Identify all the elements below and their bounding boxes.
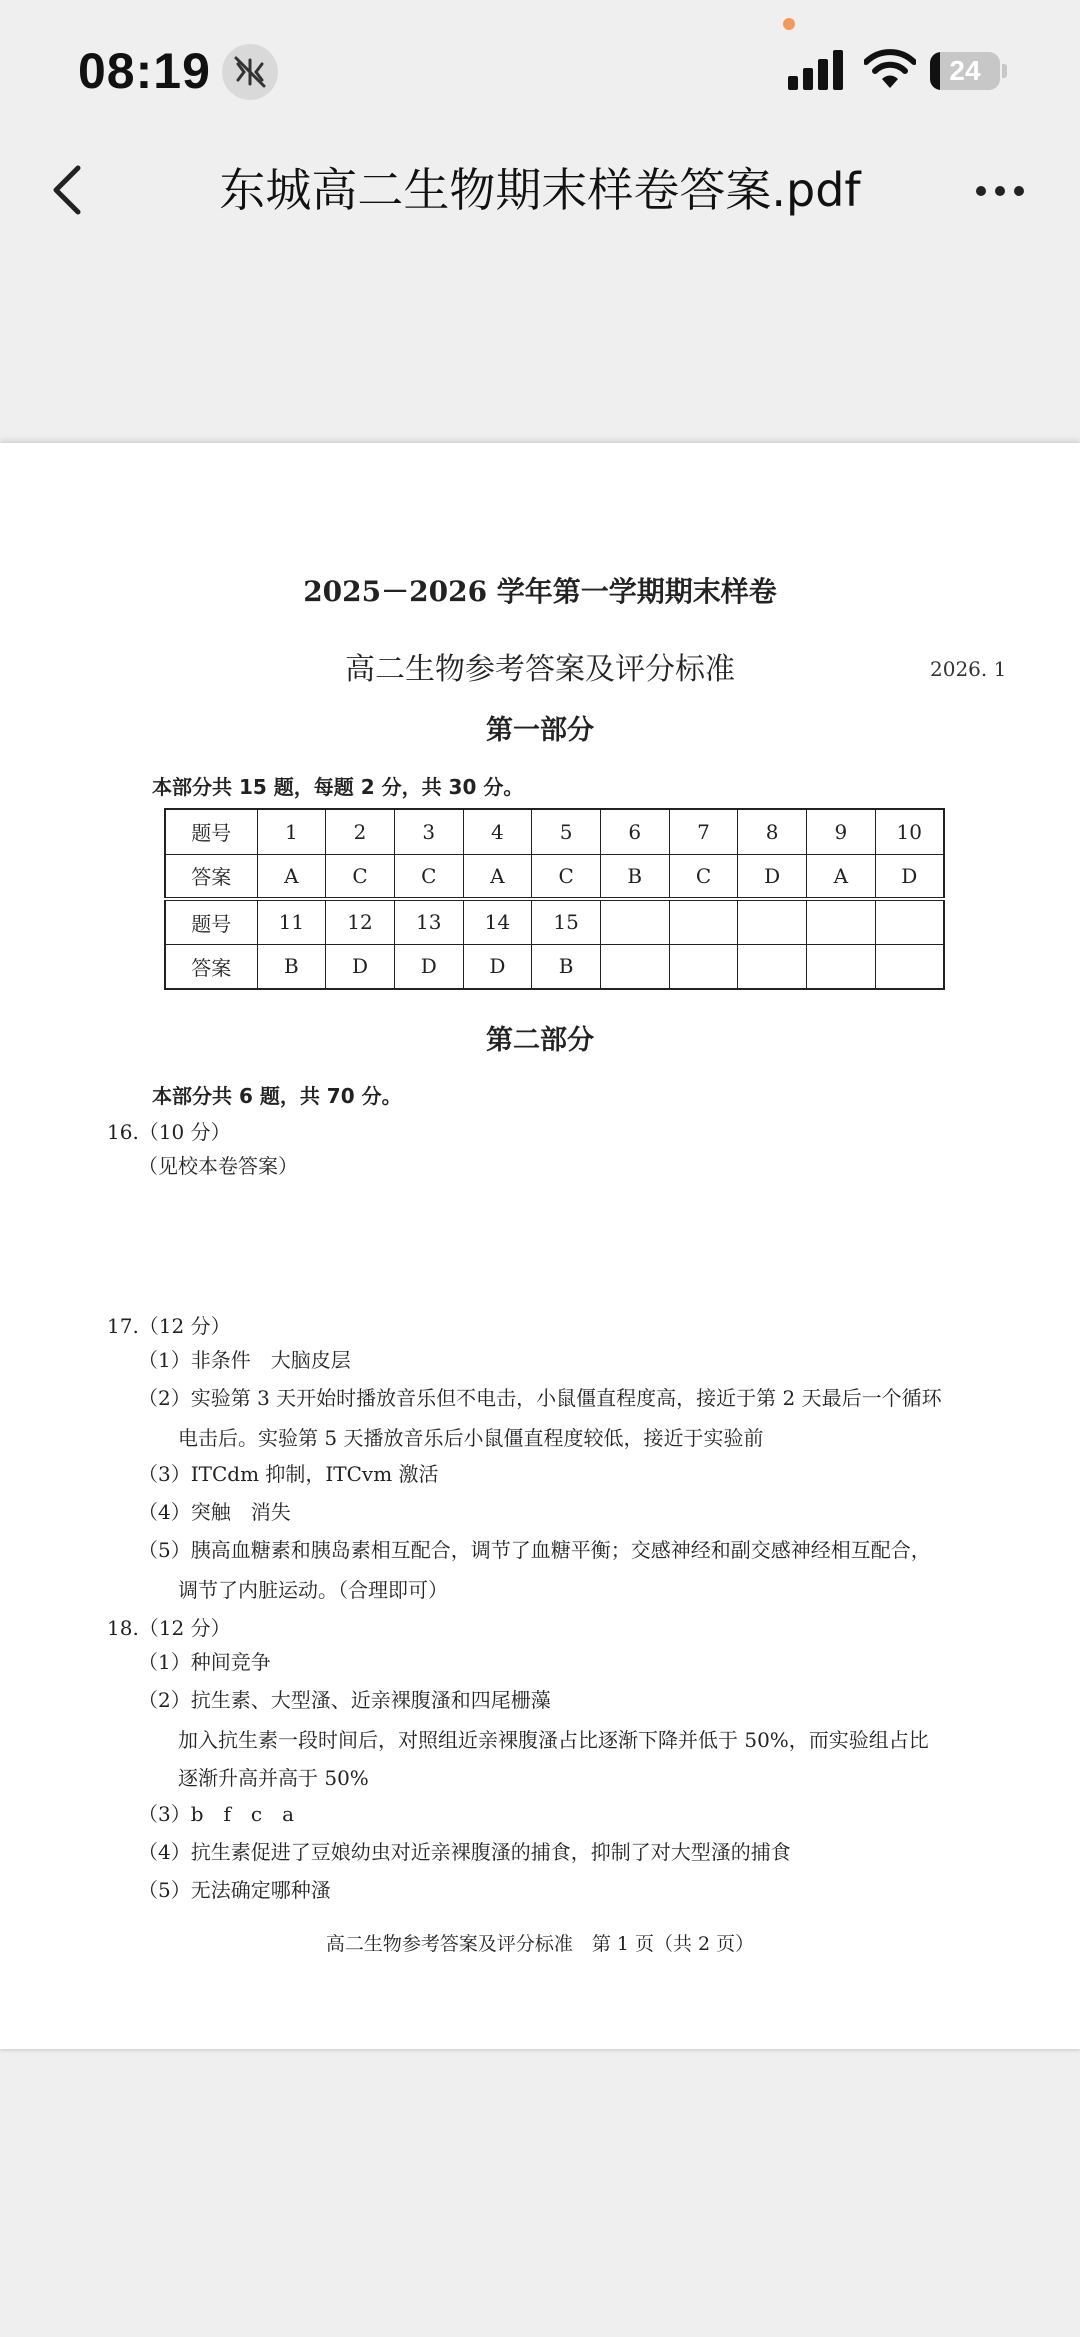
pdf-page[interactable] [0, 443, 1080, 2049]
table-cell [875, 944, 944, 989]
exam-date: 2026. 1 [930, 657, 1007, 681]
table-cell: 12 [326, 899, 395, 944]
table-cell: 3 [394, 809, 463, 854]
table-cell: D [394, 944, 463, 989]
table-cell: A [807, 854, 876, 899]
row-label: 答案 [165, 854, 257, 899]
table-cell [600, 899, 669, 944]
table-cell: B [257, 944, 326, 989]
table-cell [669, 899, 738, 944]
table-cell: D [875, 854, 944, 899]
question-17-line-5-cont: 调节了内脏运动。（合理即可） [178, 1578, 448, 1602]
part2-note: 本部分共 6 题，共 70 分。 [152, 1084, 402, 1108]
question-18-line-5: （5）无法确定哪种溞 [138, 1878, 331, 1902]
table-cell [875, 899, 944, 944]
table-cell [807, 899, 876, 944]
table-cell: 1 [257, 809, 326, 854]
row-label: 题号 [165, 809, 257, 854]
part2-heading: 第二部分 [486, 1025, 594, 1056]
table-cell: A [257, 854, 326, 899]
do-not-disturb-icon [222, 44, 278, 100]
status-bar [0, 0, 1080, 140]
table-cell: 2 [326, 809, 395, 854]
chevron-left-icon [40, 160, 100, 220]
question-16-head: 16.（10 分） [107, 1120, 231, 1144]
row-label: 答案 [165, 944, 257, 989]
answer-table [164, 808, 945, 990]
question-18-line-4: （4）抗生素促进了豆娘幼虫对近亲裸腹溞的捕食，抑制了对大型溞的捕食 [138, 1840, 791, 1864]
question-18-line-2-cont2: 逐渐升高并高于 50% [178, 1766, 369, 1790]
table-cell: 5 [532, 809, 601, 854]
more-button[interactable] [970, 172, 1030, 208]
question-17-line-5: （5）胰高血糖素和胰岛素相互配合，调节了血糖平衡；交感神经和副交感神经相互配合， [138, 1538, 931, 1562]
table-cell: D [326, 944, 395, 989]
table-cell: 7 [669, 809, 738, 854]
table-cell: 14 [463, 899, 532, 944]
question-18-head: 18.（12 分） [107, 1616, 231, 1640]
answer-key-title: 高二生物参考答案及评分标准 [345, 652, 735, 687]
question-18-line-2-cont: 加入抗生素一段时间后，对照组近亲裸腹溞占比逐渐下降并低于 50%，而实验组占比 [178, 1728, 929, 1752]
status-time: 08:19 [78, 43, 211, 99]
battery-icon [930, 52, 1000, 90]
table-cell: 4 [463, 809, 532, 854]
page-footer: 高二生物参考答案及评分标准 第 1 页（共 2 页） [325, 1933, 755, 1955]
table-cell [807, 944, 876, 989]
question-18-line-3: （3）b f c a [138, 1802, 295, 1826]
document-title: 东城高二生物期末样卷答案.pdf [219, 163, 861, 217]
battery-level: 24 [949, 55, 981, 86]
table-row-numbers-2 [165, 899, 944, 944]
question-17-line-1: （1）非条件 大脑皮层 [138, 1348, 351, 1372]
table-cell: C [394, 854, 463, 899]
more-horizontal-icon [976, 186, 986, 196]
question-17-line-4: （4）突触 消失 [138, 1500, 291, 1524]
table-cell: 8 [738, 809, 807, 854]
table-cell: 10 [875, 809, 944, 854]
question-18-line-2: （2）抗生素、大型溞、近亲裸腹溞和四尾栅藻 [138, 1688, 551, 1712]
table-cell: C [669, 854, 738, 899]
battery-cap [1002, 64, 1007, 78]
question-17-head: 17.（12 分） [107, 1314, 231, 1338]
part1-note: 本部分共 15 题，每题 2 分，共 30 分。 [152, 775, 524, 799]
question-18-line-1: （1）种间竞争 [138, 1650, 271, 1674]
table-row-numbers-1 [165, 809, 944, 854]
table-row-answers-2 [165, 944, 944, 989]
table-cell [600, 944, 669, 989]
exam-title: 2025－2026 学年第一学期期末样卷 [303, 575, 777, 608]
row-label: 题号 [165, 899, 257, 944]
wifi-icon [864, 48, 916, 94]
table-cell: A [463, 854, 532, 899]
question-17-line-2: （2）实验第 3 天开始时播放音乐但不电击，小鼠僵直程度高，接近于第 2 天最后一个循环 [138, 1386, 942, 1410]
question-17-line-2-cont: 电击后。实验第 5 天播放音乐后小鼠僵直程度较低，接近于实验前 [178, 1426, 764, 1450]
table-cell: C [326, 854, 395, 899]
question-16-line: （见校本卷答案） [138, 1154, 298, 1178]
table-cell [738, 944, 807, 989]
table-cell [669, 944, 738, 989]
table-row-answers-1 [165, 854, 944, 899]
table-cell [738, 899, 807, 944]
table-cell: 9 [807, 809, 876, 854]
table-cell: 6 [600, 809, 669, 854]
back-button[interactable] [40, 160, 100, 220]
part1-heading: 第一部分 [486, 715, 594, 746]
table-cell: 15 [532, 899, 601, 944]
signal-icon [788, 50, 846, 94]
table-cell: D [738, 854, 807, 899]
table-cell: B [600, 854, 669, 899]
table-cell: 11 [257, 899, 326, 944]
table-cell: B [532, 944, 601, 989]
privacy-indicator-dot [783, 18, 795, 30]
table-cell: 13 [394, 899, 463, 944]
table-cell: D [463, 944, 532, 989]
question-17-line-3: （3）ITCdm 抑制，ITCvm 激活 [138, 1462, 439, 1486]
table-cell: C [532, 854, 601, 899]
